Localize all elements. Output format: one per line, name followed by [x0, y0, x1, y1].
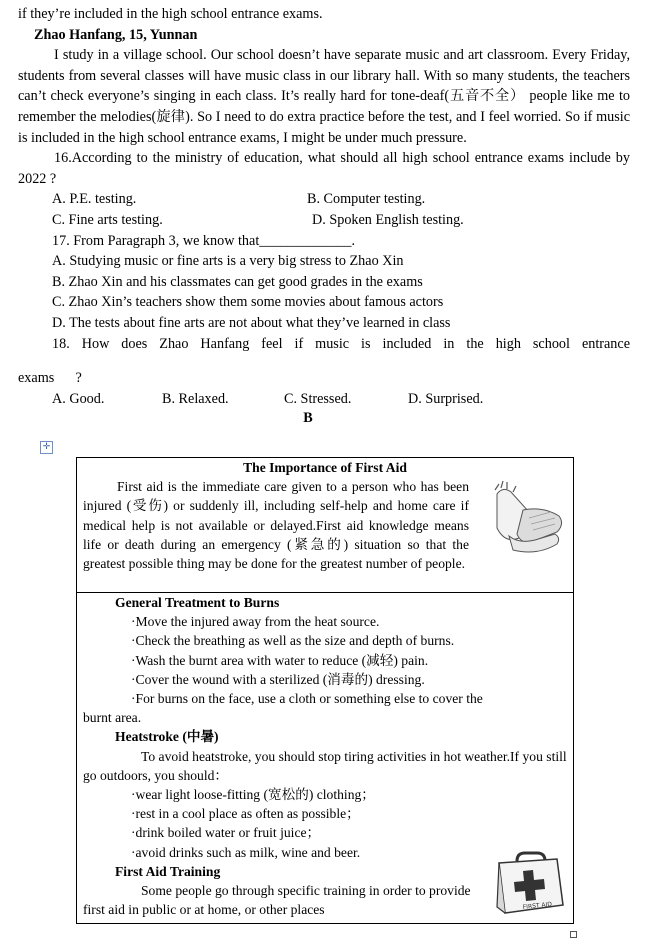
question-16-options-row2 — [18, 210, 630, 231]
heatstroke-item: ·rest in a cool place as often as possible； — [131, 806, 360, 822]
heatstroke-item: ·avoid drinks such as milk, wine and beer. — [131, 844, 361, 860]
burns-item: ·Cover the wound with a sterilized (消毒的) dressing. — [131, 671, 425, 687]
burns-heading: General Treatment to Burns — [115, 595, 280, 610]
q18-option-a: A. Good. — [52, 390, 105, 407]
q18-option-c: C. Stressed. — [284, 390, 352, 407]
article-title: The Importance of First Aid — [243, 460, 407, 475]
heatstroke-intro: To avoid heatstroke, you should stop tiring activities in hot weather.If you still go outdoors, you should： — [83, 748, 567, 783]
q17-option-c: C. Zhao Xin’s teachers show them some movies about famous actors — [52, 294, 444, 311]
question-18-stem-tail: exams ? — [18, 370, 82, 387]
question-18-stem: 18. How does Zhao Hanfang feel if music is included in the high school entrance — [52, 335, 630, 352]
speaker-name: Zhao Hanfang, 15, Yunnan — [34, 26, 198, 43]
reading-page — [18, 4, 630, 427]
burns-item: ·For burns on the face, use a cloth or something else to cover the — [131, 691, 483, 707]
question-17-options — [18, 251, 630, 333]
move-anchor-icon[interactable]: ✛ — [40, 441, 53, 454]
article-sections-panel — [77, 593, 573, 923]
passage-tail: if they’re included in the high school entrance exams. — [18, 6, 323, 22]
q17-option-b: B. Zhao Xin and his classmates can get good grades in the exams — [52, 273, 423, 290]
section-b-label: B — [303, 410, 313, 427]
burns-item: ·Move the injured away from the heat source. — [131, 614, 380, 630]
article-intro-text: First aid is the immediate care given to a person who has been injured (受伤) or suddenly ill, including self-help and home care if medical help is not available or delayed.First aid knowledge means life or death during an emergency (紧急的) situation so that the greatest possible thing may be done for the greatest number of people. — [83, 479, 469, 572]
q16-option-c: C. Fine arts testing. — [52, 211, 163, 228]
q16-option-b: B. Computer testing. — [307, 191, 426, 208]
bandaged-hand-illustration — [489, 480, 567, 558]
article-intro-panel — [77, 458, 573, 593]
article-intro — [77, 477, 469, 573]
heatstroke-item: ·drink boiled water or fruit juice； — [131, 825, 321, 841]
first-aid-kit-illustration — [493, 847, 567, 917]
first-aid-article-box — [76, 457, 574, 924]
q16-option-a: A. P.E. testing. — [52, 191, 137, 208]
training-heading: First Aid Training — [115, 863, 221, 879]
question-17-stem: 17. From Paragraph 3, we know that_____________. — [52, 232, 356, 249]
q18-option-d: D. Surprised. — [408, 390, 484, 407]
q17-option-a: A. Studying music or fine arts is a very big stress to Zhao Xin — [52, 253, 404, 270]
burns-item: ·Check the breathing as well as the size and depth of burns. — [131, 633, 455, 649]
burns-item-tail: burnt area. — [83, 710, 142, 726]
kit-label: FIRST AID — [522, 901, 553, 912]
heatstroke-heading: Heatstroke (中暑) — [115, 729, 219, 745]
training-text: Some people go through specific training in order to provide first aid in public or at home, or other places — [83, 883, 471, 918]
heatstroke-item: ·wear light loose-fitting (宽松的) clothing； — [131, 787, 375, 803]
q17-option-d: D. The tests about fine arts are not about what they’ve learned in class — [52, 314, 451, 331]
burns-item: ·Wash the burnt area with water to reduce (减轻) pain. — [131, 652, 429, 668]
question-16-stem: 16.According to the ministry of education, what should all high school entrance exams include by 2022 ? — [18, 150, 630, 187]
question-18-options — [18, 389, 630, 410]
question-16-options-row1 — [18, 189, 630, 210]
speaker-text: I study in a village school. Our school doesn’t have separate music and art classroom. Every Friday, students from several classes will have music class in our library hall. With so many students, the teachers can’t check everyone’s singing in each class. It’s really hard for tone-deaf(五音不全） people like me to remember the melodies(旋律). So I need to do extra practice before the test, and I feel worried. So if music is included in the high school entrance exams, I might be under much pressure. — [18, 47, 630, 146]
table-resize-handle[interactable] — [570, 931, 577, 938]
q16-option-d: D. Spoken English testing. — [312, 211, 464, 228]
q18-option-b: B. Relaxed. — [162, 390, 229, 407]
